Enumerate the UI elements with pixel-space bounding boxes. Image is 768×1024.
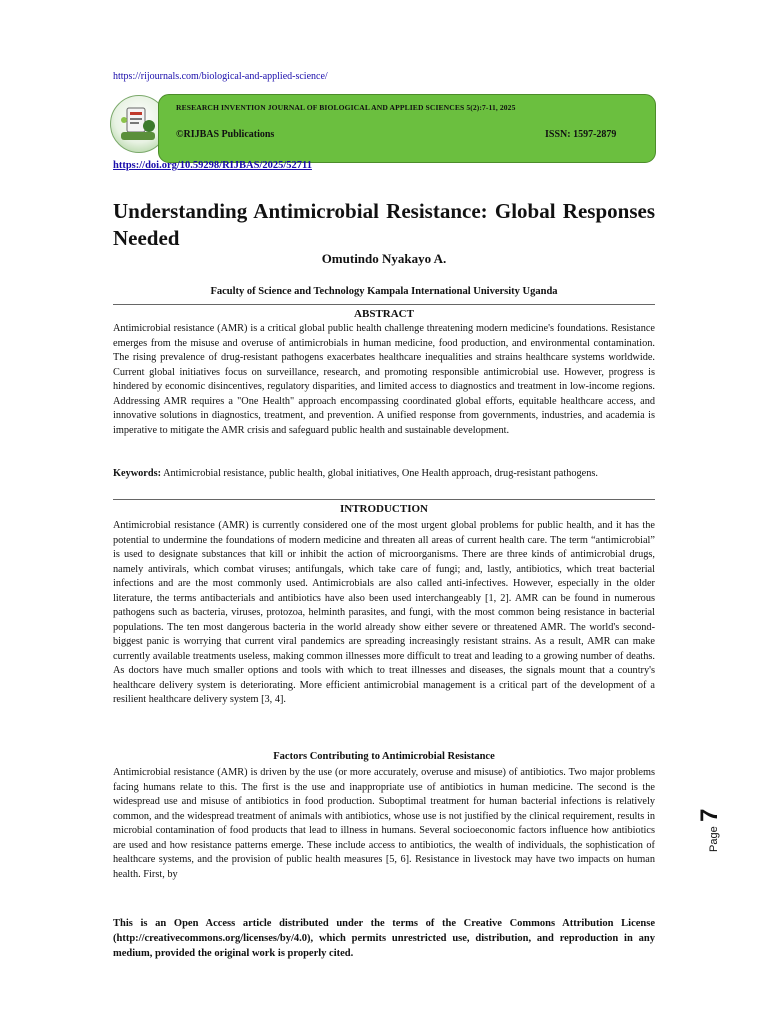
abstract-text: Antimicrobial resistance (AMR) is a critical global public health challenge threatening modern medicine's foundations. Resistance emerges from the misuse and overuse of antimicrobials in human medicine, food production, and environmental contamination. The rising prevalence of drug-resistant pathogens exacerbates healthcare inequalities and strains healthcare systems worldwide. Current global initiatives focus on surveillance, research, and promoting responsible antimicrobial use. However, progress is hindered by economic disincentives, regulatory disparities, and limited access to diagnostics and treatment in low-income regions. Addressing AMR requires a "One Health" approach encompassing coordinated global efforts, equitable healthcare access, and innovative solutions in diagnostics, treatment, and prevention. A unified response from governments, industries, and academia is imperative to mitigate the AMR crisis and safeguard public health and sustainable development. — [113, 323, 655, 436]
author-affiliation: Faculty of Science and Technology Kampala International University Uganda — [210, 286, 558, 297]
keywords — [113, 467, 655, 482]
doi-link[interactable]: https://doi.org/10.59298/RIJBAS/2025/52711 — [113, 160, 312, 171]
divider — [113, 499, 655, 500]
journal-banner — [158, 94, 656, 163]
license-notice: This is an Open Access article distributed under the terms of the Creative Commons Attribution License (http://creativecommons.org/licenses/by/4.0), which permits unrestricted use, distribution, and reproduction in any medium, provided the original work is properly cited. — [113, 918, 655, 959]
introduction-heading: INTRODUCTION — [339, 503, 428, 515]
factors-text: Antimicrobial resistance (AMR) is driven by the use (or more accurately, overuse and misuse) of antibiotics. Two major problems facing humans relate to this. The first is the use and inappropriate use of antibiotics in human medicine. The second is the widespread use and misuse of antibiotics in food production. Suboptimal treatment for human bacterial infections is relatively common, and the widespread treatment of animals with antibiotics, whose use is not justified by the clinical requirement, results in microbial contamination of food products that lead to illness in humans. Several socioeconomic factors influence how antibiotics are used and how resistance patterns emerge. These include access to antibiotics, the wealth of individuals, the sophistication of healthcare systems, and the provision of public health measures [5, 6]. Resistance in livestock may have two impacts on human health. First, by — [113, 767, 655, 880]
introduction-text: Antimicrobial resistance (AMR) is currently considered one of the most urgent global problems for public health, and it has the potential to undermine the foundations of modern medicine and threaten all areas of current health care. The term “antimicrobial” is used to designate substances that kill or inhibit the action of microorganisms. There are three kinds of antimicrobial drugs, namely antivirals, which combat viruses; antifungals, which take care of fungi; and, lastly, antibiotics, which treat bacterial infections and are the most commonly used. Antimicrobials are also called anti-infectives. However, especially in the older literature, the terms antibacterials and antibiotics have also been used interchangeably [1, 2]. AMR can be found in numerous pathogens such as bacteria, viruses, protozoa, helminth parasites, and fungi, with the most common being resistance in bacterial populations. The ten most dangerous bacteria in the world already show either severe or threatened AMR. The world's second-biggest panic is worrying that current viral pandemics are spreading increasingly resistant strains. As a result, AMR can make currently available treatments useless, making common illnesses more difficult to treat and leading to a growing number of deaths. As doctors have much smaller options and tools with which to treat illnesses and diseases, the signals mount that a country's healthcare delivery system is deteriorating. More efficient antimicrobial management is a critical part of the development of a resilient healthcare delivery system [3, 4]. — [113, 520, 655, 705]
article-title: Understanding Antimicrobial Resistance: Global Responses Needed — [113, 199, 655, 250]
page-number-value: 7 — [696, 808, 723, 822]
page-number — [696, 808, 724, 852]
publisher-label: ©RIJBAS Publications — [176, 129, 275, 140]
issn-label: ISSN: 1597-2879 — [545, 129, 617, 140]
journal-url[interactable]: https://rijournals.com/biological-and-applied-science/ — [113, 71, 328, 82]
factors-heading: Factors Contributing to Antimicrobial Resistance — [273, 751, 495, 762]
keywords-text: Antimicrobial resistance, public health, global initiatives, One Health approach, drug-resistant pathogens. — [163, 468, 598, 479]
abstract-heading: ABSTRACT — [354, 308, 414, 320]
divider — [113, 304, 655, 305]
article-author: Omutindo Nyakayo A. — [321, 251, 447, 266]
journal-title: RESEARCH INVENTION JOURNAL OF BIOLOGICAL AND APPLIED SCIENCES 5(2):7-11, 2025 — [176, 103, 516, 112]
page-label: Page — [708, 826, 720, 852]
keywords-label: Keywords: — [113, 468, 162, 479]
